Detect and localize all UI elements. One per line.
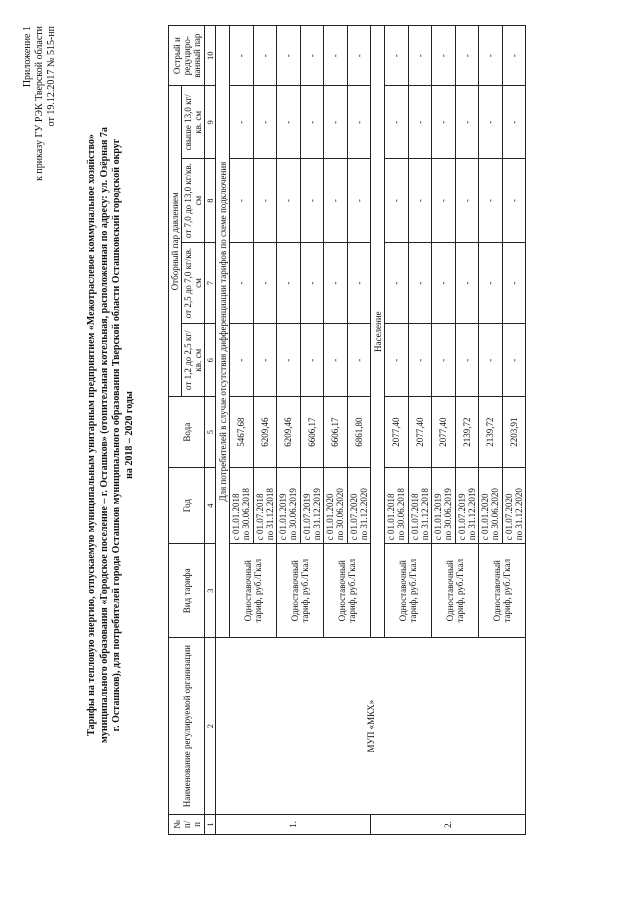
- period-cell: [277, 468, 301, 544]
- water-tariff-value: 2203,91: [502, 397, 526, 468]
- period-from: с 01.01.2018: [386, 493, 397, 541]
- empty-tariff-dash: -: [408, 26, 432, 86]
- empty-tariff-dash: -: [253, 242, 277, 323]
- water-tariff-value: 2077,40: [432, 397, 456, 468]
- column-number-cell: 7: [205, 242, 216, 323]
- empty-tariff-dash: -: [385, 26, 409, 86]
- empty-tariff-dash: -: [432, 159, 456, 243]
- period-to: по 31.12.2019: [466, 488, 477, 541]
- empty-tariff-dash: -: [324, 324, 348, 397]
- title-line: Тарифы на тепловую энергию, отпускаемую муниципальным унитарным предприятием «Межотраслевое коммунальное хозяйство»: [86, 134, 97, 736]
- tariff-table: [168, 25, 526, 835]
- water-tariff-value: 6861,80: [347, 397, 371, 468]
- water-tariff-value: 2077,40: [408, 397, 432, 468]
- column-number-row: [205, 26, 216, 835]
- period-to: по 31.12.2019: [311, 488, 322, 541]
- empty-tariff-dash: -: [277, 242, 301, 323]
- empty-tariff-dash: -: [347, 86, 371, 159]
- period-from: с 01.01.2019: [433, 493, 444, 541]
- empty-tariff-dash: -: [502, 324, 526, 397]
- empty-tariff-dash: -: [300, 159, 324, 243]
- period-cell: [253, 468, 277, 544]
- empty-tariff-dash: -: [385, 242, 409, 323]
- empty-tariff-dash: -: [324, 159, 348, 243]
- empty-tariff-dash: -: [277, 159, 301, 243]
- header-sharp-steam: Острый и редуциро-ванный пар: [169, 26, 205, 86]
- appendix-line: к приказу ГУ РЭК Тверской области: [34, 26, 45, 181]
- empty-tariff-dash: -: [455, 242, 479, 323]
- empty-tariff-dash: -: [385, 324, 409, 397]
- header-steam: Отборный пар давлением: [169, 86, 182, 397]
- period-cell: [324, 468, 348, 544]
- empty-tariff-dash: -: [502, 242, 526, 323]
- empty-tariff-dash: -: [432, 324, 456, 397]
- title-line: муниципального образования «Городское поселение – г. Осташков» (отопительная котельная, расположенная по адресу: ул. Озёрная 7а: [98, 127, 110, 743]
- empty-tariff-dash: -: [479, 242, 503, 323]
- empty-tariff-dash: -: [324, 86, 348, 159]
- appendix-line: от 19.12.2017 № 515-нп: [46, 26, 57, 127]
- water-tariff-value: 5467,68: [230, 397, 254, 468]
- empty-tariff-dash: -: [455, 86, 479, 159]
- water-tariff-value: 6209,46: [277, 397, 301, 468]
- empty-tariff-dash: -: [253, 324, 277, 397]
- header-pressure-2: от 2,5 до 7,0 кг/кв. см: [182, 242, 205, 323]
- header-pressure-4: свыше 13,0 кг/кв. см: [182, 86, 205, 159]
- header-pressure-3: от 7,0 до 13,0 кг/кв. см: [182, 159, 205, 243]
- period-to: по 30.06.2020: [335, 488, 346, 541]
- tariff-kind: Одноставочный тариф, руб./Гкал: [230, 544, 277, 638]
- period-from: с 01.07.2020: [348, 493, 359, 541]
- water-tariff-value: 6209,46: [253, 397, 277, 468]
- water-tariff-value: 2139,72: [479, 397, 503, 468]
- period-cell: [385, 468, 409, 544]
- header-row: [169, 26, 182, 835]
- empty-tariff-dash: -: [408, 242, 432, 323]
- tariff-kind: Одноставочный тариф, руб./Гкал: [432, 544, 479, 638]
- column-number-cell: 3: [205, 544, 216, 638]
- column-number-cell: 6: [205, 324, 216, 397]
- empty-tariff-dash: -: [347, 26, 371, 86]
- empty-tariff-dash: -: [502, 86, 526, 159]
- empty-tariff-dash: -: [230, 86, 254, 159]
- empty-tariff-dash: -: [432, 26, 456, 86]
- water-tariff-value: 6606,17: [300, 397, 324, 468]
- column-number-cell: 8: [205, 159, 216, 243]
- empty-tariff-dash: -: [408, 159, 432, 243]
- column-number-cell: 5: [205, 397, 216, 468]
- water-tariff-value: 6606,17: [324, 397, 348, 468]
- period-to: по 31.12.2018: [419, 488, 430, 541]
- empty-tariff-dash: -: [479, 26, 503, 86]
- header-org: Наименование регулируемой организации: [169, 638, 205, 815]
- period-to: по 31.12.2020: [358, 488, 369, 541]
- column-number-cell: 9: [205, 86, 216, 159]
- period-cell: [300, 468, 324, 544]
- empty-tariff-dash: -: [300, 26, 324, 86]
- tariff-kind: Одноставочный тариф, руб./Гкал: [277, 544, 324, 638]
- period-from: с 01.07.2018: [254, 493, 265, 541]
- period-from: с 01.07.2018: [409, 493, 420, 541]
- empty-tariff-dash: -: [408, 86, 432, 159]
- empty-tariff-dash: -: [253, 26, 277, 86]
- empty-tariff-dash: -: [347, 324, 371, 397]
- section-row: [216, 26, 230, 835]
- period-to: по 31.12.2020: [513, 488, 524, 541]
- period-to: по 30.06.2018: [241, 488, 252, 541]
- period-to: по 30.06.2019: [288, 488, 299, 541]
- empty-tariff-dash: -: [502, 159, 526, 243]
- empty-tariff-dash: -: [300, 324, 324, 397]
- period-to: по 31.12.2018: [264, 488, 275, 541]
- empty-tariff-dash: -: [253, 159, 277, 243]
- empty-tariff-dash: -: [230, 242, 254, 323]
- period-cell: [408, 468, 432, 544]
- section-number: 2.: [371, 814, 526, 834]
- water-tariff-value: 2139,72: [455, 397, 479, 468]
- period-to: по 30.06.2019: [443, 488, 454, 541]
- empty-tariff-dash: -: [300, 86, 324, 159]
- period-from: с 01.01.2018: [231, 493, 242, 541]
- header-num: № п/ п: [169, 814, 205, 834]
- empty-tariff-dash: -: [277, 26, 301, 86]
- header-pressure-1: от 1,2 до 2,5 кг/кв. см: [182, 324, 205, 397]
- empty-tariff-dash: -: [277, 324, 301, 397]
- period-from: с 01.01.2020: [480, 493, 491, 541]
- column-number-cell: 1: [205, 814, 216, 834]
- appendix-line: Приложение 1: [22, 26, 33, 88]
- tariff-kind: Одноставочный тариф, руб./Гкал: [324, 544, 371, 638]
- empty-tariff-dash: -: [277, 86, 301, 159]
- empty-tariff-dash: -: [455, 159, 479, 243]
- period-cell: [347, 468, 371, 544]
- header-water: Вода: [169, 397, 205, 468]
- empty-tariff-dash: -: [455, 324, 479, 397]
- empty-tariff-dash: -: [230, 324, 254, 397]
- empty-tariff-dash: -: [432, 242, 456, 323]
- organization-name: МУП «МКХ»: [216, 638, 526, 815]
- period-from: с 01.07.2019: [456, 493, 467, 541]
- empty-tariff-dash: -: [502, 26, 526, 86]
- period-from: с 01.07.2020: [503, 493, 514, 541]
- period-cell: [230, 468, 254, 544]
- empty-tariff-dash: -: [479, 324, 503, 397]
- empty-tariff-dash: -: [253, 86, 277, 159]
- empty-tariff-dash: -: [385, 86, 409, 159]
- empty-tariff-dash: -: [347, 242, 371, 323]
- header-kind: Вид тарифа: [169, 544, 205, 638]
- empty-tariff-dash: -: [347, 159, 371, 243]
- header-year: Год: [169, 468, 205, 544]
- empty-tariff-dash: -: [479, 159, 503, 243]
- section-number: 1.: [216, 814, 371, 834]
- period-cell: [479, 468, 503, 544]
- appendix-note: [22, 26, 58, 181]
- title-line: г. Осташков), для потребителей города Осташков муниципального образования Тверской области Осташковский городской округ: [111, 138, 122, 732]
- empty-tariff-dash: -: [230, 159, 254, 243]
- period-from: с 01.07.2019: [301, 493, 312, 541]
- period-cell: [502, 468, 526, 544]
- tariff-kind: Одноставочный тариф, руб./Гкал: [385, 544, 432, 638]
- empty-tariff-dash: -: [455, 26, 479, 86]
- period-from: с 01.01.2020: [325, 493, 336, 541]
- empty-tariff-dash: -: [300, 242, 324, 323]
- column-number-cell: 2: [205, 638, 216, 815]
- empty-tariff-dash: -: [408, 324, 432, 397]
- empty-tariff-dash: -: [432, 86, 456, 159]
- period-to: по 30.06.2020: [490, 488, 501, 541]
- period-from: с 01.01.2019: [278, 493, 289, 541]
- empty-tariff-dash: -: [230, 26, 254, 86]
- period-to: по 30.06.2018: [396, 488, 407, 541]
- period-cell: [455, 468, 479, 544]
- column-number-cell: 10: [205, 26, 216, 86]
- empty-tariff-dash: -: [479, 86, 503, 159]
- empty-tariff-dash: -: [385, 159, 409, 243]
- column-number-cell: 4: [205, 468, 216, 544]
- document-title: [86, 115, 136, 755]
- period-cell: [432, 468, 456, 544]
- title-line: на 2018 – 2020 годы: [123, 391, 135, 479]
- tariff-kind: Одноставочный тариф, руб./Гкал: [479, 544, 526, 638]
- section-title: Для потребителей в случае отсутствия дифференциации тарифов по схеме подключения: [216, 26, 230, 638]
- empty-tariff-dash: -: [324, 242, 348, 323]
- section-title: Население: [371, 26, 385, 638]
- water-tariff-value: 2077,40: [385, 397, 409, 468]
- empty-tariff-dash: -: [324, 26, 348, 86]
